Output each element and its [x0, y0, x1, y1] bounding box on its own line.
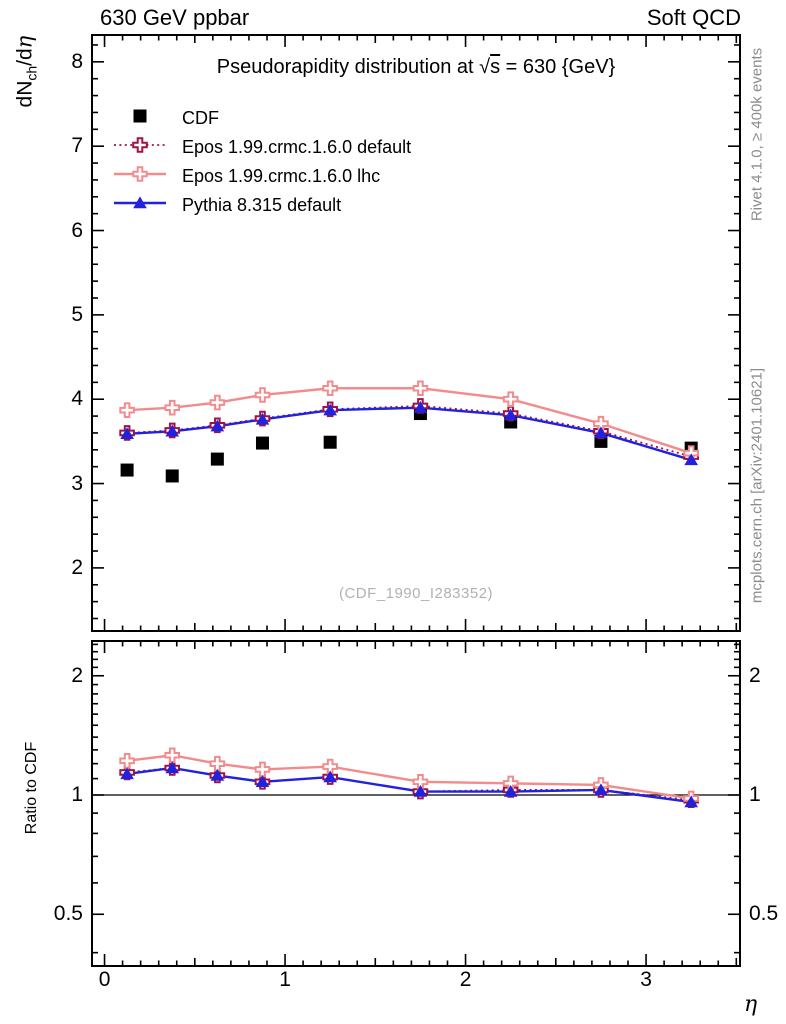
plot-frame [92, 641, 740, 966]
axis-tick-label: 0 [98, 968, 111, 991]
axis-tick-label: 0.5 [749, 902, 779, 926]
data-point-open-cross [323, 381, 337, 395]
axis-tick-label: 3 [640, 968, 652, 991]
data-point-open-cross [211, 757, 225, 771]
x-axis-label: η [744, 992, 758, 1017]
axis-tick-label: 6 [71, 218, 83, 242]
rivet-version-note: Rivet 4.1.0, ≥ 400k events [748, 47, 766, 222]
data-point-open-cross [133, 167, 147, 181]
data-point-open-cross [133, 138, 147, 152]
legend-item-cdf: CDF [112, 104, 411, 133]
subscript-ch: ch [23, 65, 40, 81]
data-point-square [256, 437, 269, 450]
ratio-y-axis-label: Ratio to CDF [23, 741, 40, 835]
axis-tick-label: 1 [749, 783, 761, 806]
data-point-open-cross [165, 748, 179, 762]
analysis-id-watermark: (CDF_1990_I283352) [338, 585, 494, 602]
main-y-axis-label: $dN_{ch}/d\eta$ [12, 35, 40, 108]
axis-tick-label: 2 [459, 968, 472, 991]
legend-item-pythia: Pythia 8.315 default [112, 191, 411, 220]
axis-tick-label: 2 [71, 663, 83, 687]
process-group-header: Soft QCD [646, 5, 741, 30]
data-point-square [121, 464, 134, 477]
legend [112, 104, 411, 220]
data-point-open-cross [120, 754, 134, 768]
ratio-plot [91, 640, 741, 967]
legend-item-epos-default: Epos 1.99.crmc.1.6.0 default [112, 133, 411, 162]
data-point-open-cross [165, 401, 179, 415]
axis-tick-label: 3 [71, 471, 83, 495]
data-point-square [166, 469, 179, 482]
data-point-square [324, 436, 337, 449]
axis-tick-label: 5 [71, 302, 83, 326]
data-point-open-cross [414, 381, 428, 395]
legend-item-epos-lhc: Epos 1.99.crmc.1.6.0 lhc [112, 162, 411, 191]
data-point-square [134, 110, 147, 123]
axis-tick-label: 1 [279, 968, 291, 991]
axis-tick-label: 4 [71, 387, 83, 411]
axis-tick-label: 2 [749, 663, 761, 687]
axis-tick-label: 2 [71, 555, 83, 579]
axis-tick-label: 0.5 [53, 902, 83, 926]
mcplots-arxiv-note: mcplots.cern.ch [arXiv:2401.10621] [748, 367, 766, 604]
data-point-open-cross [504, 392, 518, 406]
axis-tick-label: 1 [71, 783, 83, 806]
pythia-triangle-marker-icon [112, 189, 168, 222]
beam-energy-header: 630 GeV ppbar [100, 5, 250, 30]
data-point-square [211, 453, 224, 466]
axis-tick-label: 8 [71, 49, 83, 73]
data-point-open-cross [120, 403, 134, 417]
sqrt-s: √s [479, 56, 501, 78]
eta-symbol: η [12, 35, 37, 49]
axis-tick-label: 7 [71, 134, 83, 158]
data-point-open-cross [256, 763, 270, 777]
data-point-open-cross [256, 388, 270, 402]
data-point-open-cross [211, 396, 225, 410]
plot-title: Pseudorapidity distribution at √s = 630 {GeV} [216, 56, 616, 78]
